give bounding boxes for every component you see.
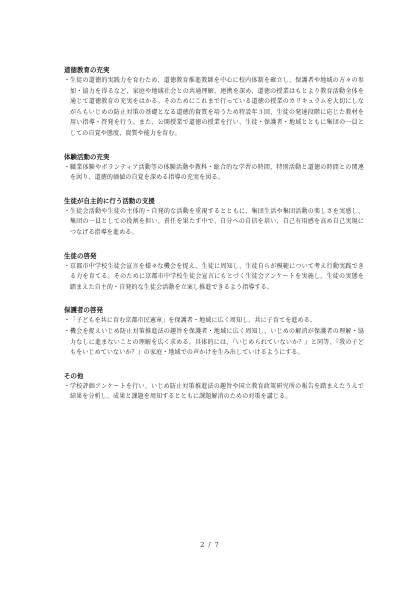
bullet-mark: ・ — [64, 317, 71, 325]
section-student-activities-support — [64, 197, 364, 239]
section-moral-education — [64, 66, 364, 140]
bullet-mark: ・ — [64, 262, 71, 270]
bullet-text: 京都市中学校生徒会宣言を様々な機会を捉え、生徒に周知し、生徒自らが模範について考え行動実践できる力を育てる。そのために京都市中学校生徒会宣言にもとづく生徒会アンケートを実施し、生徒の実態を踏まえた自主的・自発的な生徒会活動を立案し推進できるよう指導する。 — [70, 262, 364, 291]
bullet-item — [64, 316, 364, 327]
bullet-mark: ・ — [64, 327, 71, 335]
bullet-item — [64, 382, 364, 403]
bullet-mark: ・ — [64, 77, 71, 84]
section-parent-awareness — [64, 306, 364, 358]
bullet-item — [64, 76, 364, 140]
section-heading: その他 — [64, 371, 84, 380]
section-other — [64, 372, 364, 403]
bullet-mark: ・ — [64, 382, 71, 390]
bullet-mark: ・ — [64, 207, 71, 215]
page-number: 2 / 7 — [200, 541, 220, 549]
section-experiential-activities — [64, 153, 364, 184]
bullet-text: 機会を捉えいじめ防止対策推進法の趣旨を保護者・地域に広く周知し、いじめの解消が保護者の理解・協力なしに進まないことの理解を広く求める。具体的には、『いじめられていないか？』と同等、『我の子どもをいじめていないか？』の家庭・地域での声かけを生み出していけるようにする。 — [70, 327, 364, 357]
section-heading: 保護者の啓発 — [64, 306, 103, 315]
bullet-text: 職業体験やボランティア活動等の体験活動や教科・総合的な学習の時間、特別活動と道徳の時間との関連を図り、道徳的価値の自覚を深める指導の充実を図る。 — [70, 163, 364, 182]
bullet-item — [64, 207, 364, 239]
section-heading: 道徳教育の充実 — [64, 66, 110, 74]
section-heading: 体験活動の充実 — [64, 152, 110, 161]
bullet-item — [64, 327, 364, 359]
bullet-text: 生徒会活動や生徒の主体的・自発的な活動を重視するとともに、集団生活や集団活動の楽しさを実感し、集団の一員としての役割を担い、責任を果たす中で、自分への自信を培い、自己有用感を高め自己実現につなげる指導を進める。 — [70, 207, 364, 236]
section-student-awareness — [64, 252, 364, 294]
bullet-text: 「子どもを共に育む京都市民憲章」を保護者・地域に広く周知し、共に子育てを進める。 — [70, 317, 317, 325]
document-body — [64, 66, 364, 416]
bullet-text: 生徒の道徳的実践力を育むため、道徳教育推進教師を中心に校内体制を確立し、保護者や地域の方々の参加・協力を得るなど、家庭や地域社会との共通理解、連携を深め、道徳の授業はもとより教育活動全体を通じて道徳教育の充実をはかる。そのためにこれまで行っている道徳の授業のカリキュラムを大切にしながらもいじめの防止対策の基礎となる道徳的資質を培うため特設年３回、生徒の発達段階に応じた教材を用い指導・啓発を行う。また、公開授業で道徳の授業を行い、生徒・保護者・地域とともに集団の一員としての自覚や態度、資質や能力を育む。 — [70, 77, 364, 137]
bullet-text: 学校評価アンケートを行い、いじめ防止対策推進法の趣旨や国立教育政策研究所の報告を踏まえたうえで結果を分析し、成果と課題を周知するとともに課題解消のための対策を講じる。 — [70, 382, 364, 401]
section-heading: 生徒の啓発 — [64, 251, 97, 260]
bullet-item — [64, 163, 364, 184]
bullet-item — [64, 262, 364, 294]
section-heading: 生徒が自主的に行う活動の支援 — [64, 196, 155, 205]
bullet-mark: ・ — [64, 163, 71, 171]
